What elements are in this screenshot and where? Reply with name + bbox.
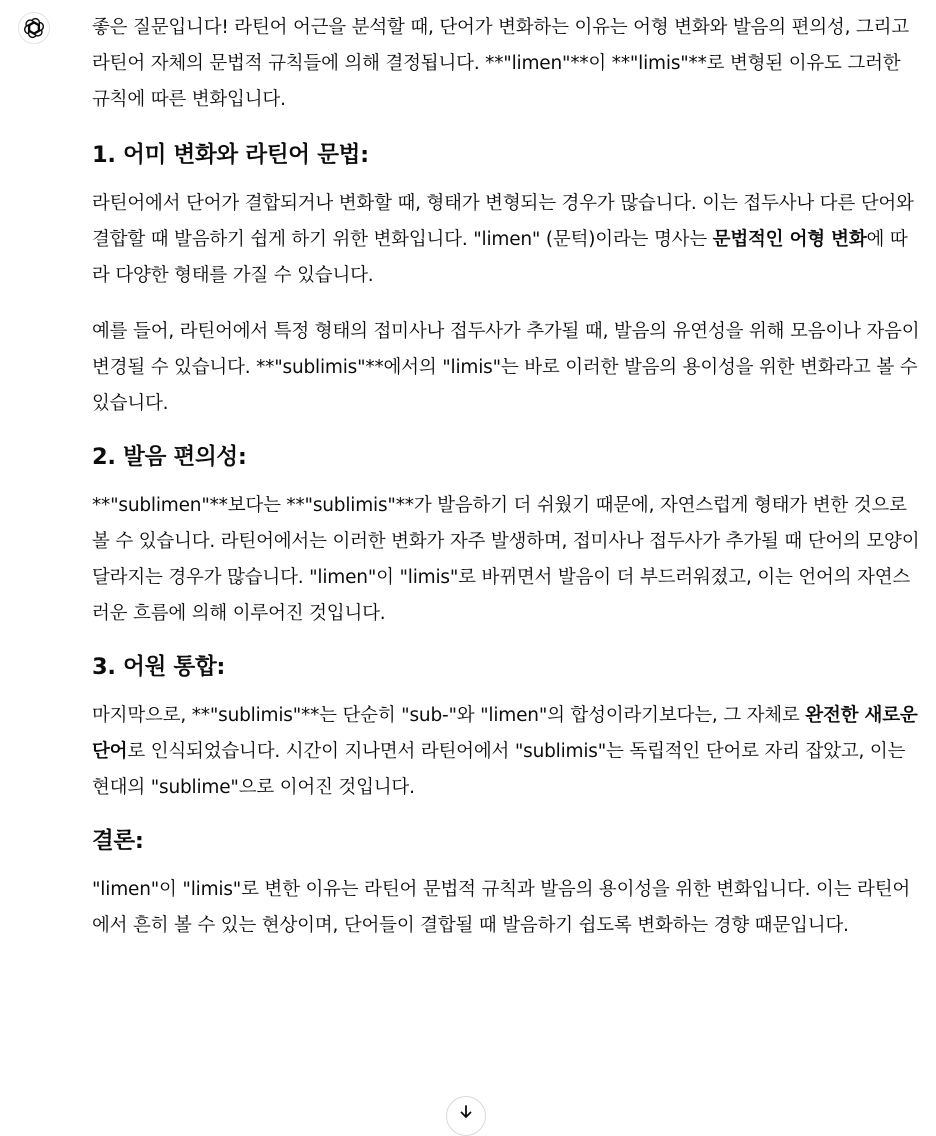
arrow-down-icon xyxy=(459,1105,473,1119)
section-1-paragraph-1 xyxy=(92,186,922,294)
text-run: 라틴어에서 단어가 결합되거나 변화할 때, 형태가 변형되는 경우가 많습니다. 이는 접두사나 다른 단어와 결합할 때 발음하기 쉽게 하기 위한 변화입니다. "limen" (문턱)이라는 명사는 xyxy=(92,193,914,250)
section-3-paragraph xyxy=(92,698,922,806)
text-run: 마지막으로, **"sublimis"**는 단순히 "sub-"와 "limen"의 합성이라기보다는, 그 자체로 xyxy=(92,705,806,726)
section-2-paragraph: **"sublimen"**보다는 **"sublimis"**가 발음하기 더 쉬웠기 때문에, 자연스럽게 형태가 변한 것으로 볼 수 있습니다. 라틴어에서는 이러한 변화가 자주 발생하며, 접미사나 접두사가 추가될 때 단어의 모양이 달라지는 경우가 많습니다. "limen"이 "limis"로 바뀌면서 발음이 더 부드러워졌고, 이는 언어의 자연스러운 흐름에 의해 이루어진 것입니다. xyxy=(92,495,920,624)
section-1-paragraph-2: 예를 들어, 라틴어에서 특정 형태의 접미사나 접두사가 추가될 때, 발음의 유연성을 위해 모음이나 자음이 변경될 수 있습니다. **"sublimis"**에서의 "limis"는 바로 이러한 발음의 용이성을 위한 변화라고 볼 수 있습니다. xyxy=(92,321,920,414)
openai-logo-icon xyxy=(23,17,45,39)
assistant-message xyxy=(92,0,922,944)
section-2-heading: 2. 발음 편의성: xyxy=(92,444,247,470)
assistant-avatar xyxy=(18,12,50,44)
text-run: 로 인식되었습니다. 시간이 지나면서 라틴어에서 "sublimis"는 독립적인 단어로 자리 잡았고, 이는 현대의 "sublime"으로 이어진 것입니다. xyxy=(92,741,906,798)
intro-paragraph: 좋은 질문입니다! 라틴어 어근을 분석할 때, 단어가 변화하는 이유는 어형 변화와 발음의 편의성, 그리고 라틴어 자체의 문법적 규칙들에 의해 결정됩니다. **"limen"**이 **"limis"**로 변형된 이유도 그러한 규칙에 따른 변화입니다. xyxy=(92,17,909,110)
bold-text: 문법적인 어형 변화 xyxy=(712,229,867,250)
conclusion-heading: 결론: xyxy=(92,828,144,854)
section-1-heading: 1. 어미 변화와 라틴어 문법: xyxy=(92,142,369,168)
conclusion-paragraph: "limen"이 "limis"로 변한 이유는 라틴어 문법적 규칙과 발음의 용이성을 위한 변화입니다. 이는 라틴어에서 흔히 볼 수 있는 현상이며, 단어들이 결합될 때 발음하기 쉽도록 변화하는 경향 때문입니다. xyxy=(92,879,911,936)
scroll-to-bottom-button[interactable] xyxy=(446,1096,486,1136)
section-3-heading: 3. 어원 통합: xyxy=(92,654,226,680)
bold-text: 완전한 새로운 단어 xyxy=(92,705,918,762)
text-run: 에 따라 다양한 형태를 가질 수 있습니다. xyxy=(92,229,908,286)
